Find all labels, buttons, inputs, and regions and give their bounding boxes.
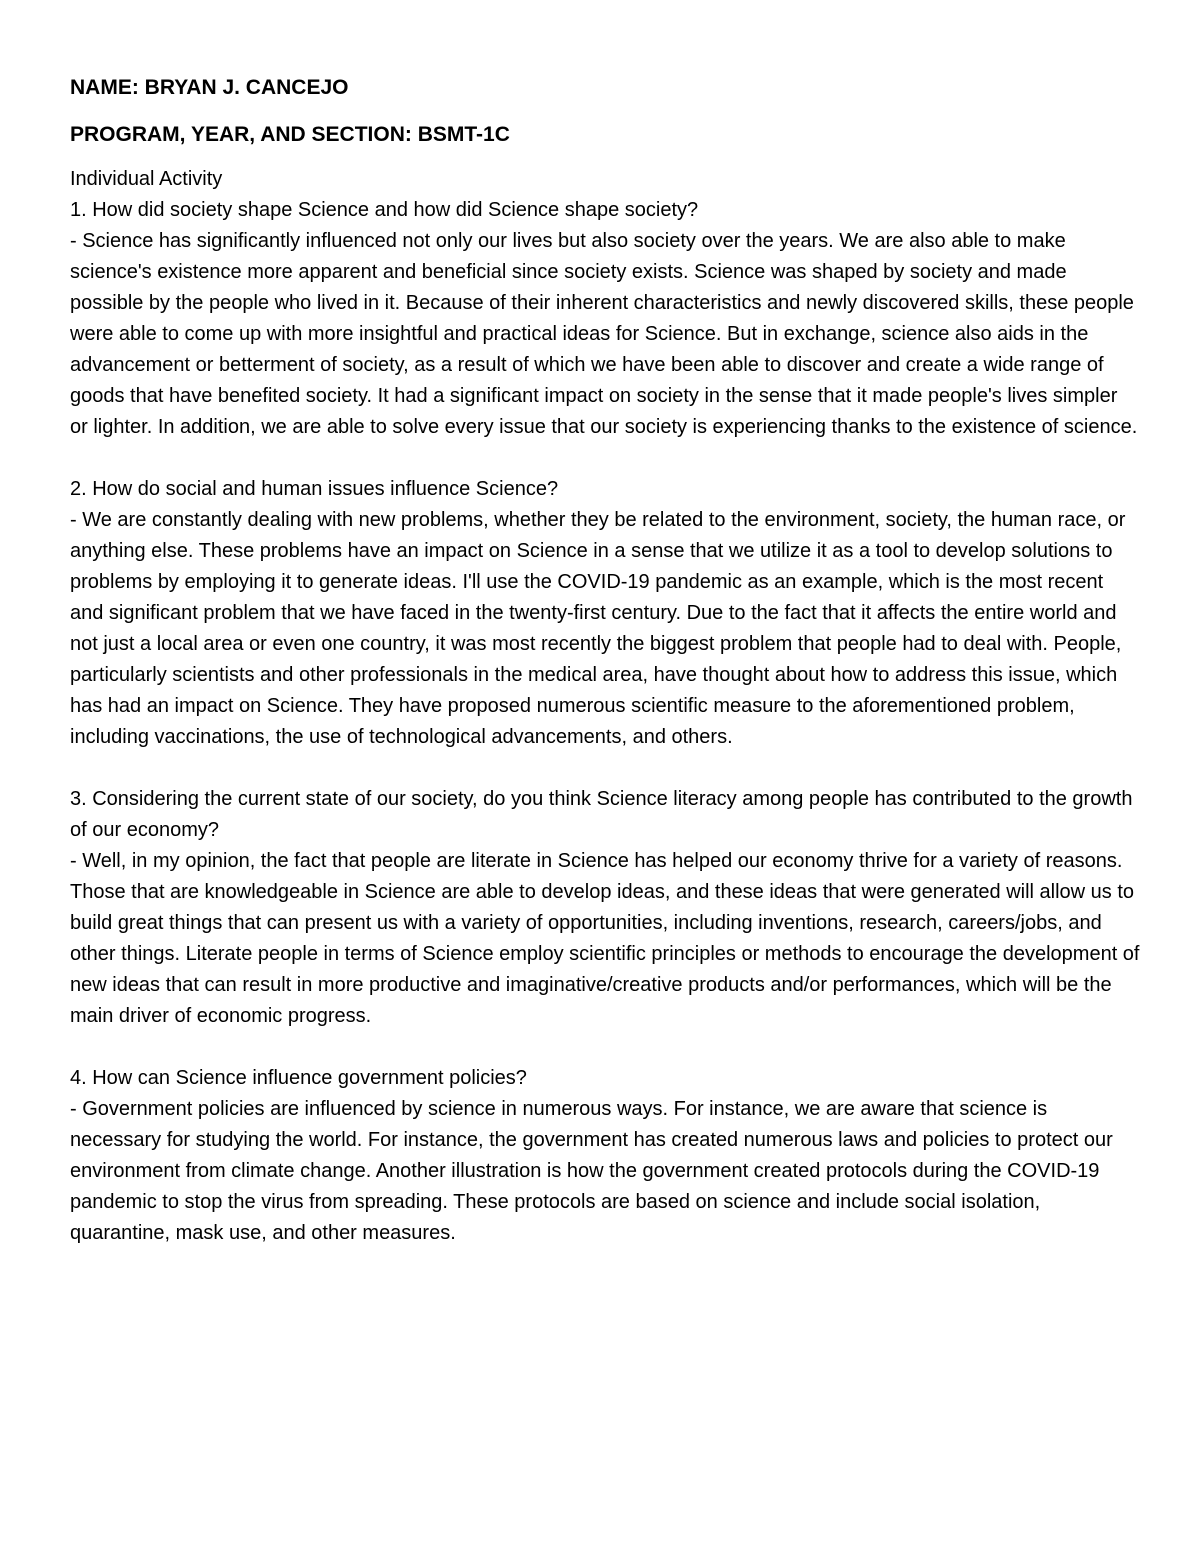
activity-label: Individual Activity — [70, 168, 223, 190]
program-year-section: PROGRAM, YEAR, AND SECTION: BSMT-1C — [70, 123, 510, 146]
question-3: 3. Considering the current state of our society, do you think Science literacy among people has contributed to the growth of our economy? — [70, 788, 1133, 841]
answer-2: - We are constantly dealing with new problems, whether they be related to the environment, society, the human race, or anything else. These problems have an impact on Science in a sense that we utilize it as a tool to develop solutions to problems by employing it to generate ideas. I'll use the COVID-19 pandemic as an example, which is the most recent and significant problem that we have faced in the twenty-first century. Due to the fact that it affects the entire world and not just a local area or even one country, it was most recently the biggest problem that people had to deal with. People, particularly scientists and other professionals in the medical area, have thought about how to address this issue, which has had an impact on Science. They have proposed numerous scientific measure to the aforementioned problem, including vaccinations, the use of technological advancements, and others. — [70, 509, 1126, 748]
answer-4: - Government policies are influenced by science in numerous ways. For instance, we are aware that science is necessary for studying the world. For instance, the government has created numerous laws and policies to protect our environment from climate change. Another illustration is how the government created protocols during the COVID-19 pandemic to stop the virus from spreading. These protocols are based on science and include social isolation, quarantine, mask use, and other measures. — [70, 1098, 1113, 1244]
question-2: 2. How do social and human issues influence Science? — [70, 478, 559, 500]
qa-item-4 — [70, 1063, 1140, 1249]
question-1: 1. How did society shape Science and how did Science shape society? — [70, 199, 699, 221]
answer-1: - Science has significantly influenced not only our lives but also society over the years. We are also able to make science's existence more apparent and beneficial since society exists. Science was shaped by society and made possible by the people who lived in it. Because of their inherent characteristics and newly discovered skills, these people were able to come up with more insightful and practical ideas for Science. But in exchange, science also aids in the advancement or betterment of society, as a result of which we have been able to discover and create a wide range of goods that have benefited society. It had a significant impact on society in the sense that it made people's lives simpler or lighter. In addition, we are able to solve every issue that our society is experiencing thanks to the existence of science. — [70, 230, 1138, 438]
student-name: NAME: BRYAN J. CANCEJO — [70, 76, 349, 99]
qa-item-2 — [70, 474, 1140, 753]
document-body — [70, 72, 1140, 1280]
qa-item-1 — [70, 195, 1140, 443]
question-4: 4. How can Science influence government policies? — [70, 1067, 527, 1089]
qa-item-3 — [70, 784, 1140, 1032]
answer-3: - Well, in my opinion, the fact that people are literate in Science has helped our economy thrive for a variety of reasons. Those that are knowledgeable in Science are able to develop ideas, and these ideas that were generated will allow us to build great things that can present us with a variety of opportunities, including inventions, research, careers/jobs, and other things. Literate people in terms of Science employ scientific principles or methods to encourage the development of new ideas that can result in more productive and imaginative/creative products and/or performances, which will be the main driver of economic progress. — [70, 850, 1140, 1027]
